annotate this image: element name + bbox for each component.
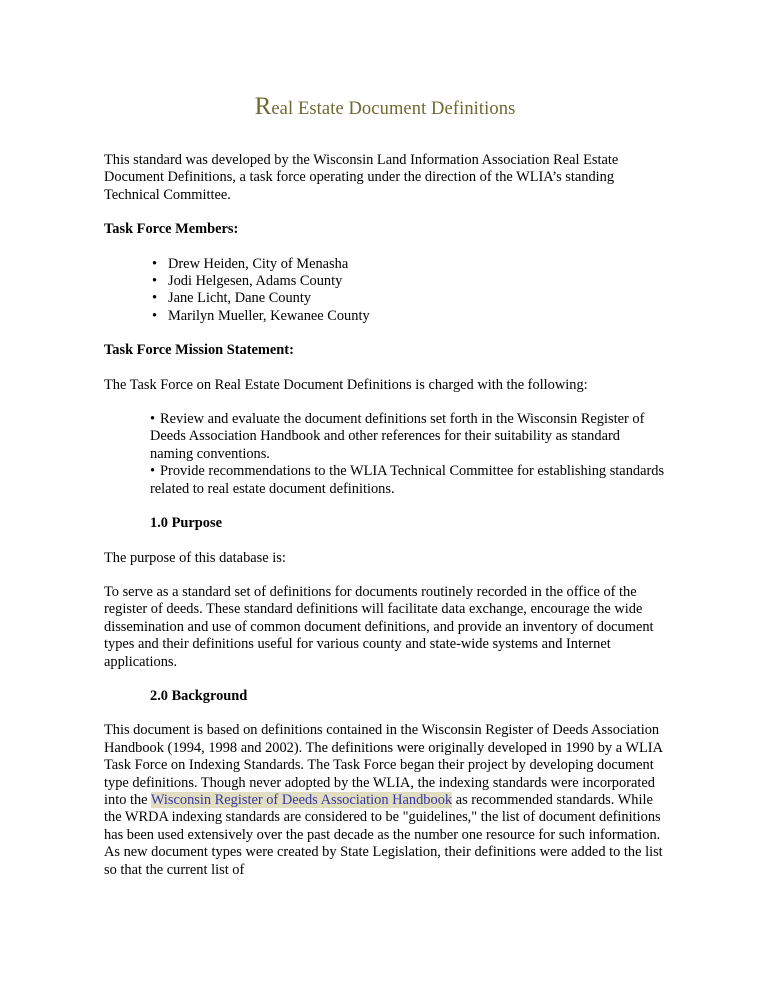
intro-paragraph: This standard was developed by the Wisconsin Land Information Association Real Estate Document Definitions, a task force operating under the direction of the WLIA’s standing Technical Committee.	[104, 152, 619, 203]
members-heading: Task Force Members:	[104, 221, 239, 238]
document-body	[104, 93, 666, 879]
mission-bullets-list	[104, 411, 666, 498]
list-item	[150, 411, 666, 463]
spacer-before-members-list	[104, 239, 666, 256]
spacer-after-section-2-heading	[104, 705, 666, 722]
section-1-paragraph-2: To serve as a standard set of definitions for documents routinely recorded in the office of the register of deeds. These standard definitions will facilitate data exchange, encourage the wide dissemination and use of common document definitions, and provide an inventory of document types and their definitions useful for various county and state-wide systems and Internet applications.	[104, 583, 654, 670]
list-item: • Drew Heiden, City of Menasha	[152, 256, 666, 273]
handbook-hyperlink[interactable]: Wisconsin Register of Deeds Association Handbook	[150, 791, 453, 808]
section-2-paragraph	[104, 722, 666, 879]
mission-intro-paragraph: The Task Force on Real Estate Document Definitions is charged with the following:	[104, 376, 588, 393]
spacer-after-title	[104, 120, 666, 152]
list-item: • Jane Licht, Dane County	[152, 290, 666, 307]
section-1-heading: 1.0 Purpose	[150, 515, 222, 532]
title-remainder: eal Estate Document Definitions	[271, 99, 516, 119]
spacer-before-members-heading	[104, 204, 666, 221]
spacer-before-section-1	[104, 498, 666, 515]
title-drop-cap: R	[254, 93, 272, 120]
spacer-between-section-1-paragraphs	[104, 567, 666, 584]
spacer-after-section-1-heading	[104, 533, 666, 550]
bullet-glyph: •	[150, 411, 156, 428]
list-item: • Marilyn Mueller, Kewanee County	[152, 308, 666, 325]
page-title	[104, 93, 666, 120]
spacer-before-mission-intro	[104, 360, 666, 377]
spacer-before-mission-heading	[104, 325, 666, 342]
list-item-label: Provide recommendations to the WLIA Technical Committee for establishing standards related to real estate document definitions.	[150, 463, 665, 497]
bullet-glyph: •	[150, 463, 156, 480]
task-force-members-list	[104, 256, 666, 326]
section-2-text-before-link: This document is based on definitions contained in the Wisconsin Register of Deeds Association Handbook (1994, 1998 and 2002). The definitions were originally developed in 1990 by a WLIA Task Force on Indexing Standards. The Task Force began their project by developing document type definitions. Though never adopted by the WLIA, the indexing standards were incorporated into the	[104, 722, 663, 808]
list-item: • Jodi Helgesen, Adams County	[152, 273, 666, 290]
section-1-paragraph-1: The purpose of this database is:	[104, 549, 286, 566]
list-item	[150, 463, 666, 498]
spacer-before-section-2	[104, 671, 666, 688]
mission-heading: Task Force Mission Statement:	[104, 342, 294, 359]
section-2-heading: 2.0 Background	[150, 687, 248, 704]
list-item-label: Review and evaluate the document definitions set forth in the Wisconsin Register of Deeds Association Handbook and other references for their suitability as standard naming conventions.	[150, 411, 645, 462]
section-2-text-after-link: as recommended standards. While the WRDA indexing standards are considered to be "guidelines," the list of document definitions has been used extensively over the past decade as the number one resource for such information. As new document types were created by State Legislation, their definitions were added to the list so that the current list of	[104, 791, 663, 878]
spacer-before-mission-list	[104, 394, 666, 411]
